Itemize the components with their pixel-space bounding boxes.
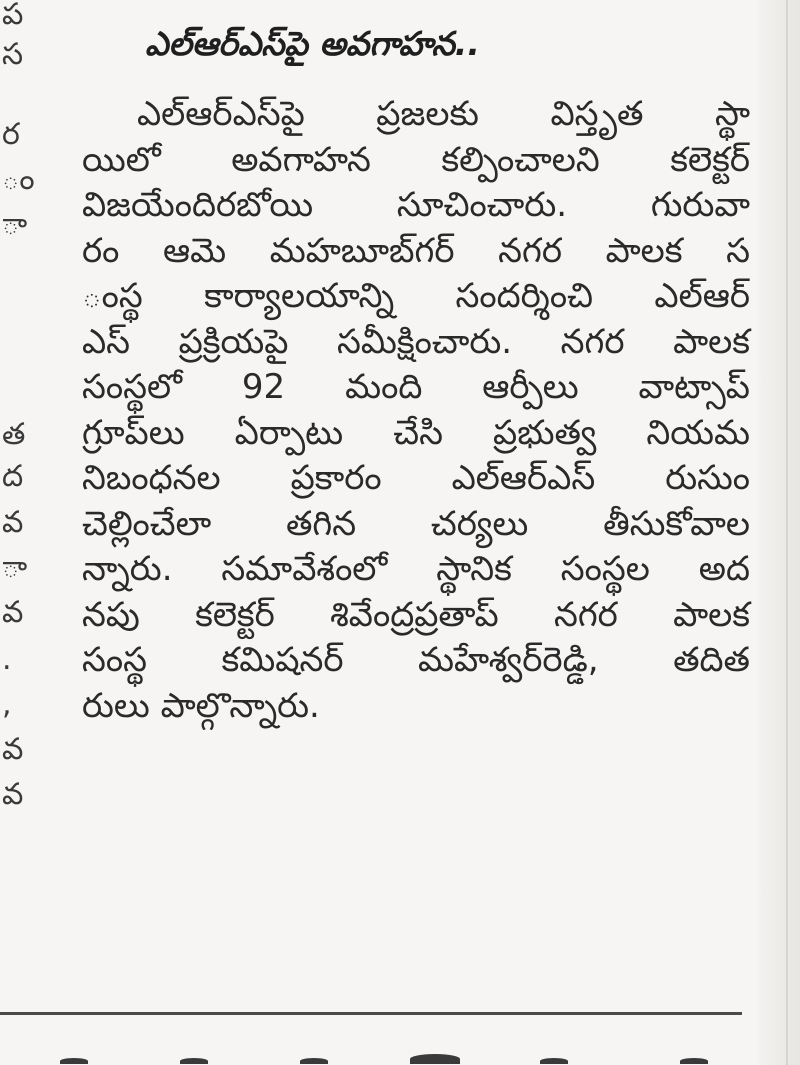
clipped-glyph-shape <box>300 1058 328 1064</box>
article-line: రం ఆమె మహబూబ్‌గర్ నగర పాలక స <box>82 230 750 271</box>
clipped-glyph-shape <box>410 1054 460 1064</box>
left-column-glyph: , <box>2 687 12 722</box>
column-divider-rule <box>0 1012 742 1015</box>
left-column-glyph: వ <box>2 732 24 767</box>
left-column-fragment <box>0 0 35 1000</box>
article-body <box>82 92 750 729</box>
article-line: రులు పాల్గొన్నారు. <box>82 685 320 726</box>
left-column-glyph: ా <box>2 207 28 242</box>
left-column-glyph: వ <box>2 595 24 630</box>
left-column-glyph: వ <box>2 505 24 540</box>
left-column-glyph: . <box>2 642 12 677</box>
article-line: సంస్థ కమిషనర్ మహేశ్వర్‌రెడ్డి, తదిత <box>82 640 750 680</box>
left-column-glyph: త <box>2 417 26 452</box>
article-line: సంస్థలో 92 మంది ఆర్పీలు వాట్సాప్ <box>82 367 750 407</box>
clipped-glyph-shape <box>540 1058 568 1064</box>
article-line: న్నారు. సమావేశంలో స్థానిక సంస్థల అద <box>82 549 750 589</box>
clipped-glyph-shape <box>680 1058 708 1064</box>
clipped-glyph-shape <box>180 1058 208 1064</box>
article-line: ఎస్ ప్రక్రియపై సమీక్షించారు. నగర పాలక <box>82 321 750 362</box>
article-headline: ఎల్ఆర్ఎస్‌పై అవగాహన.. <box>145 24 480 63</box>
next-article-clipped <box>0 1040 800 1065</box>
left-column-glyph: ద <box>2 459 24 494</box>
right-margin-edge <box>786 0 788 1065</box>
left-column-glyph: స <box>2 37 24 72</box>
right-margin-shadow <box>758 0 800 1065</box>
article-line: నిబంధనల ప్రకారం ఎల్ఆర్ఎస్ రుసుం <box>82 458 750 498</box>
article-line: విజయేందిరబోయి సూచించారు. గురువా <box>82 185 750 225</box>
left-column-glyph: వ <box>2 777 24 812</box>
article-line: ఎల్ఆర్ఎస్‌పై ప్రజలకు విస్తృత స్థా <box>137 94 750 134</box>
article-line: యిలో అవగాహన కల్పించాలని కలెక్టర్ <box>82 139 750 180</box>
left-column-glyph: ప <box>2 0 24 32</box>
article-line: చెల్లించేలా తగిన చర్యలు తీసుకోవాల <box>82 503 750 544</box>
previous-headline-clipped <box>120 0 640 8</box>
article-line: ంస్థ కార్యాలయాన్ని సందర్శించి ఎల్ఆర్ <box>82 276 750 316</box>
clipped-glyph-shape <box>60 1058 88 1064</box>
article-line: నపు కలెక్టర్ శివేంద్రప్రతాప్ నగర పాలక <box>82 594 750 635</box>
left-column-glyph: ర <box>2 117 20 152</box>
article-line: గ్రూప్‌లు ఏర్పాటు చేసి ప్రభుత్వ నియమ <box>82 412 750 453</box>
left-column-glyph: ం <box>2 162 35 197</box>
left-column-glyph: ా <box>2 550 28 585</box>
